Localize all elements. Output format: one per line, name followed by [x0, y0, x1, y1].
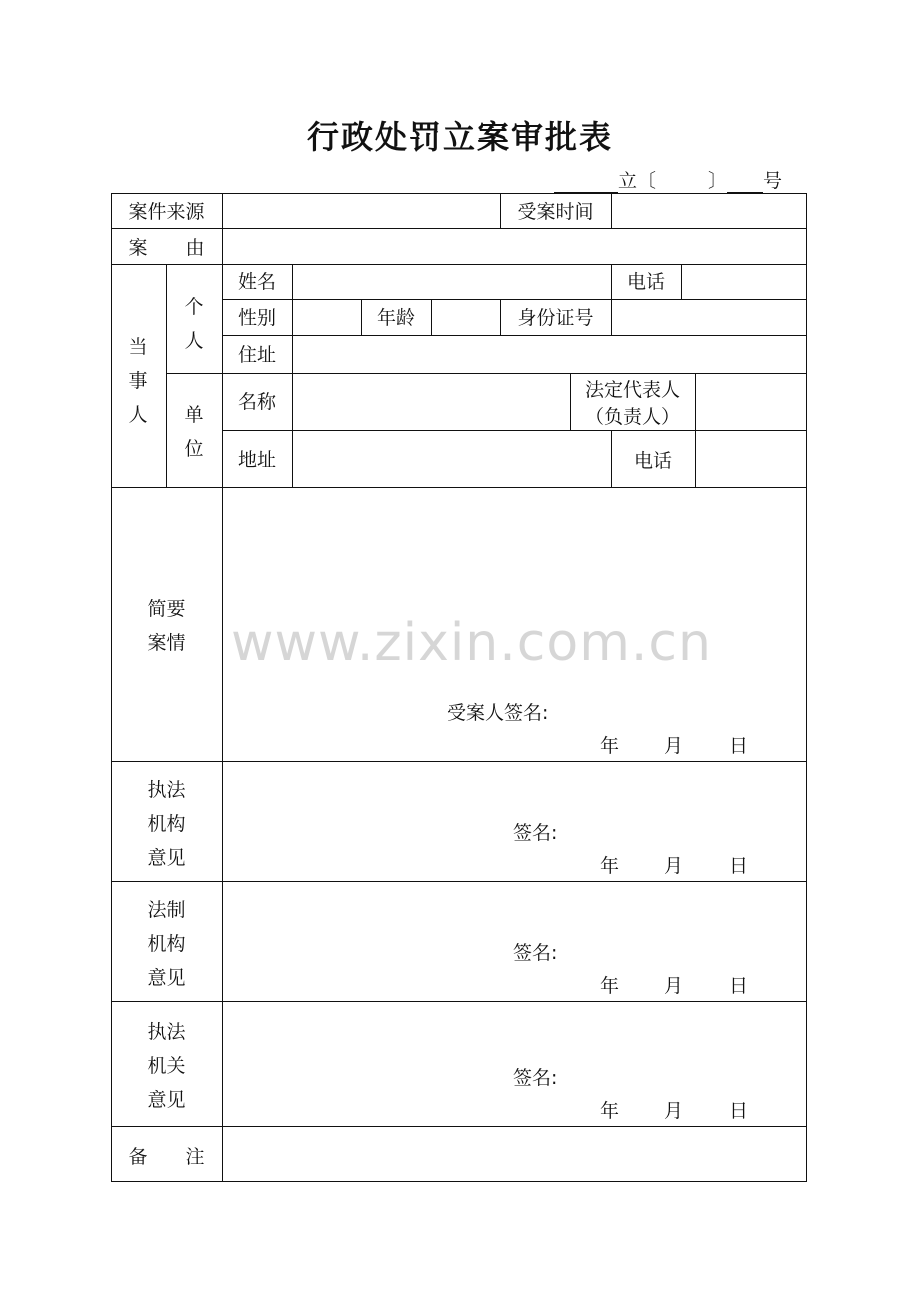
summary-month: 月	[664, 735, 684, 757]
case-cause-label: 案 由	[128, 237, 205, 259]
remarks-label: 备 注	[128, 1146, 205, 1168]
id-number-field[interactable]	[612, 300, 806, 335]
age-field[interactable]	[432, 300, 500, 335]
legal-body-year: 年	[600, 975, 620, 997]
summary-day: 日	[729, 735, 749, 757]
enforcement-authority-opinion-label-2: 机关	[147, 1055, 186, 1077]
individual-phone-field[interactable]	[682, 265, 806, 299]
case-source-field[interactable]	[223, 194, 499, 228]
summary-label-2: 案情	[147, 632, 186, 654]
unit-phone-label: 电话	[633, 450, 672, 472]
individual-label: 个人	[184, 296, 204, 352]
legal-rep-sublabel: （负责人）	[584, 406, 680, 428]
enforcement-body-opinion-content[interactable]	[223, 762, 806, 817]
party-label: 当事人	[128, 336, 148, 426]
gender-label: 性别	[237, 307, 276, 329]
enforcement-body-opinion-label-3: 意见	[147, 847, 186, 869]
enforcement-authority-opinion-label-3: 意见	[147, 1089, 186, 1111]
summary-label: 简要	[147, 598, 186, 620]
enforcement-authority-opinion-content[interactable]	[223, 1002, 806, 1062]
enforcement-body-opinion-label: 执法	[147, 779, 186, 801]
name-field[interactable]	[293, 265, 610, 299]
enforcement-authority-sign-label: 签名:	[513, 1067, 558, 1089]
remarks-field[interactable]	[223, 1127, 806, 1181]
case-time-label: 受案时间	[517, 201, 594, 223]
legal-rep-field[interactable]	[696, 374, 806, 430]
name-label: 姓名	[237, 271, 276, 293]
summary-year: 年	[600, 735, 620, 757]
enforcement-authority-day: 日	[729, 1100, 749, 1122]
doc-li: 立	[618, 170, 638, 192]
legal-body-sign-label: 签名:	[513, 942, 558, 964]
unit-phone-field[interactable]	[696, 431, 806, 487]
doc-prefix-blank[interactable]	[554, 174, 618, 193]
doc-serial-blank[interactable]	[727, 174, 763, 193]
form-title: 行政处罚立案审批表	[306, 118, 613, 156]
legal-body-opinion-label: 法制	[147, 899, 186, 921]
enforcement-body-day: 日	[729, 855, 749, 877]
legal-body-opinion-content[interactable]	[223, 882, 806, 937]
enforcement-body-month: 月	[664, 855, 684, 877]
doc-hao: 号	[763, 170, 783, 192]
legal-body-opinion-label-3: 意见	[147, 967, 186, 989]
enforcement-authority-month: 月	[664, 1100, 684, 1122]
enforcement-authority-opinion-label: 执法	[147, 1021, 186, 1043]
legal-rep-label: 法定代表人	[584, 379, 680, 401]
case-cause-field[interactable]	[223, 229, 806, 264]
individual-phone-label: 电话	[626, 271, 665, 293]
approval-table	[111, 193, 807, 1182]
legal-body-month: 月	[664, 975, 684, 997]
case-source-label: 案件来源	[128, 201, 205, 223]
unit-address-field[interactable]	[293, 431, 610, 487]
unit-name-label: 名称	[237, 391, 276, 413]
doc-open-bracket: 〔	[637, 170, 657, 192]
enforcement-body-sign-label: 签名:	[513, 822, 558, 844]
enforcement-body-year: 年	[600, 855, 620, 877]
case-receiver-signature-label: 受案人签名:	[447, 702, 549, 724]
residence-label: 住址	[237, 344, 276, 366]
enforcement-authority-year: 年	[600, 1100, 620, 1122]
enforcement-body-opinion-label-2: 机构	[147, 813, 186, 835]
age-label: 年龄	[376, 307, 415, 329]
residence-field[interactable]	[293, 336, 806, 373]
unit-name-field[interactable]	[293, 374, 570, 430]
gender-field[interactable]	[293, 300, 361, 335]
doc-close-bracket: 〕	[708, 170, 728, 192]
unit-address-label: 地址	[237, 449, 276, 471]
watermark: www.zixin.com.cn	[231, 613, 712, 673]
case-time-field[interactable]	[612, 194, 806, 228]
legal-body-day: 日	[729, 975, 749, 997]
unit-label: 单位	[184, 404, 204, 460]
id-number-label: 身份证号	[517, 307, 594, 329]
legal-body-opinion-label-2: 机构	[147, 933, 186, 955]
document-number	[554, 166, 814, 192]
